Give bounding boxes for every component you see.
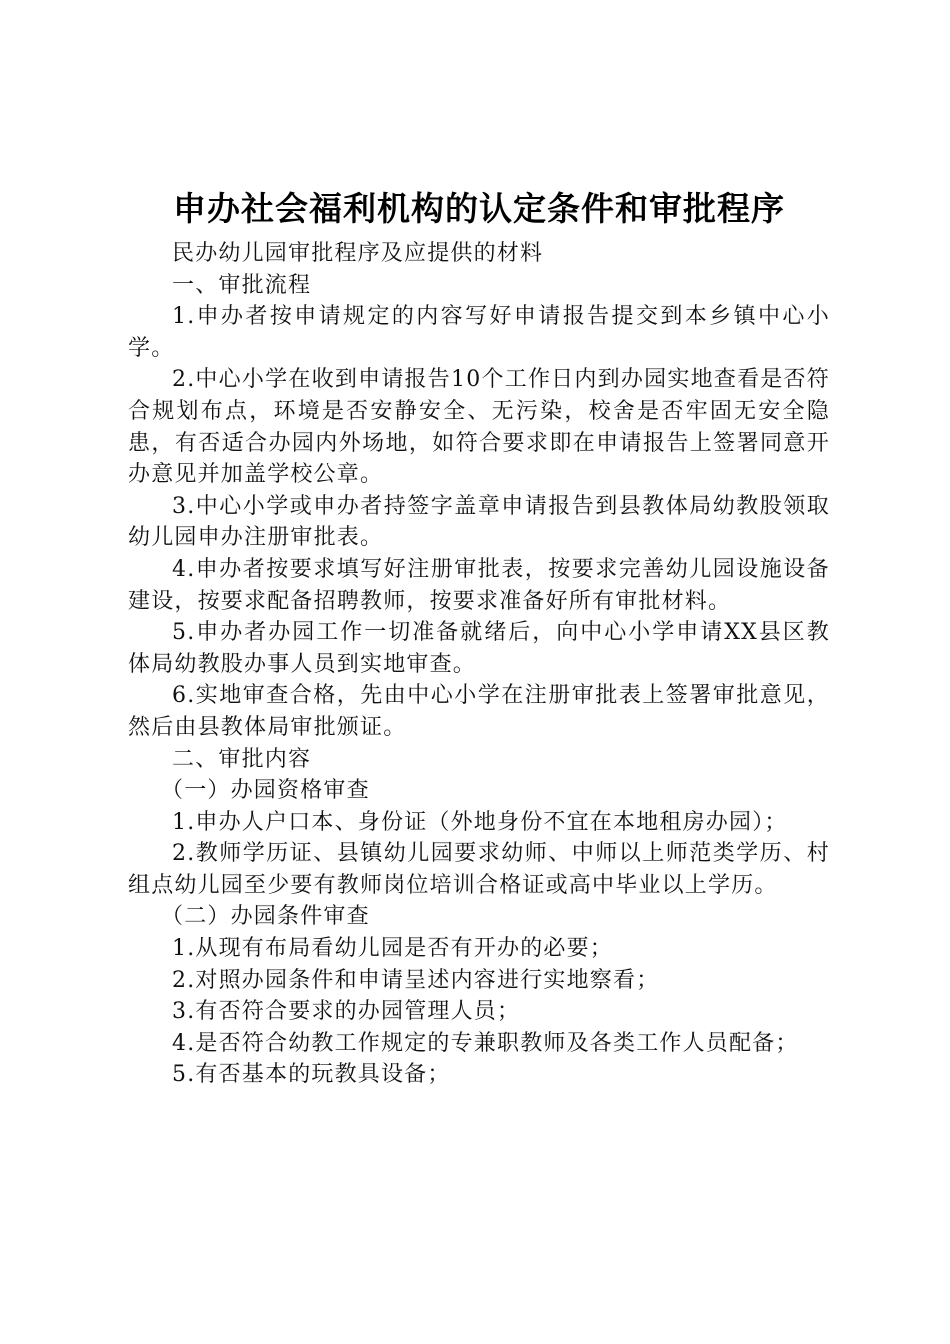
paragraph-process-2: 2.中心小学在收到申请报告10个工作日内到办园实地查看是否符合规划布点，环境是否安静安全、无污染，校舍是否牢固无安全隐患，有否适合办园内外场地，如符合要求即在申请报告上签署同意开办意见并加盖学校公章。 xyxy=(128,367,830,488)
paragraph-condition-3: 3.有否符合要求的办园管理人员； xyxy=(172,999,521,1025)
subsection-heading-1: （一）办园资格审查 xyxy=(161,778,370,804)
paragraph-process-1: 1.申办者按申请规定的内容写好申请报告提交到本乡镇中心小学。 xyxy=(128,304,830,361)
paragraph-condition-4: 4.是否符合幼教工作规定的专兼职教师及各类工作人员配备； xyxy=(172,1030,799,1056)
paragraph-process-5: 5.申办者办园工作一切准备就绪后，向中心小学申请XX县区教体局幼教股办事人员到实地审查。 xyxy=(128,620,830,677)
paragraph-process-3: 3.中心小学或申办者持签字盖章申请报告到县教体局幼教股领取幼儿园申办注册审批表。 xyxy=(128,493,830,551)
paragraph-qualification-2: 2.教师学历证、县镇幼儿园要求幼师、中师以上师范类学历、村组点幼儿园至少要有教师岗位培训合格证或高中毕业以上学历。 xyxy=(128,841,830,898)
paragraph-qualification-1: 1.申办人户口本、身份证（外地身份不宜在本地租房办园）； xyxy=(172,809,788,835)
paragraph-process-6: 6.实地审查合格，先由中心小学在注册审批表上签署审批意见，然后由县教体局审批颁证。 xyxy=(128,683,830,740)
section-heading-2: 二、审批内容 xyxy=(172,746,312,772)
paragraph-condition-2: 2.对照办园条件和申请呈述内容进行实地察看； xyxy=(172,967,660,993)
paragraph-subtitle: 民办幼儿园审批程序及应提供的材料 xyxy=(172,241,544,266)
document-page xyxy=(128,186,830,1091)
section-heading-1: 一、审批流程 xyxy=(172,272,312,298)
paragraph-process-4: 4.申办者按要求填写好注册审批表，按要求完善幼儿园设施设备建设，按要求配备招聘教师，按要求准备好所有审批材料。 xyxy=(128,556,830,614)
document-title: 申办社会福利机构的认定条件和审批程序 xyxy=(173,189,785,228)
paragraph-condition-1: 1.从现有布局看幼儿园是否有开办的必要； xyxy=(172,936,613,962)
paragraph-condition-5: 5.有否基本的玩教具设备； xyxy=(172,1062,451,1088)
subsection-heading-2: （二）办园条件审查 xyxy=(161,904,370,930)
